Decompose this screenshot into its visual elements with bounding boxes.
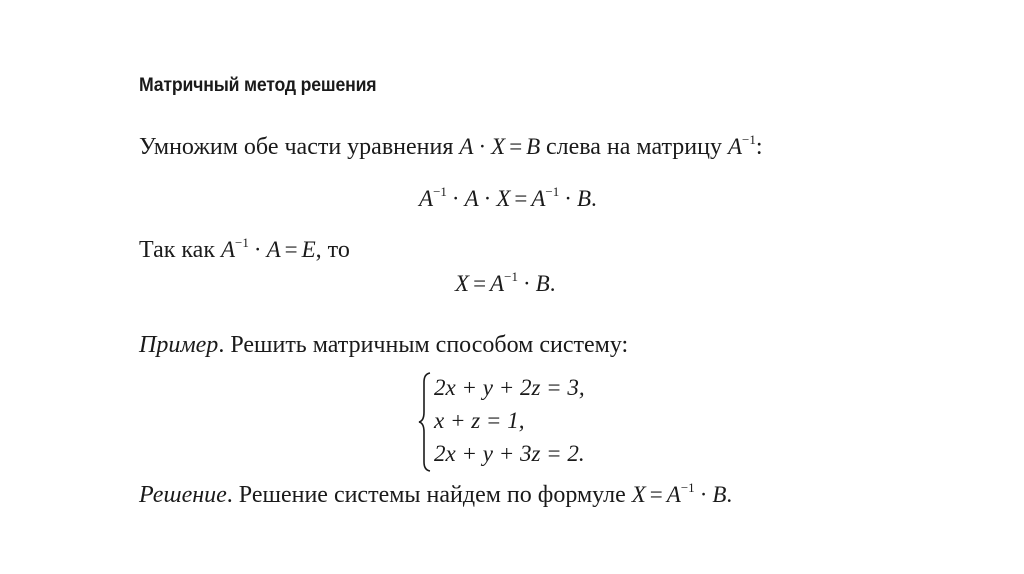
math-var-a: A [666, 482, 681, 507]
math-var-a: A [220, 237, 236, 262]
math-dot: · [522, 271, 531, 296]
math-var-x: X [631, 482, 646, 507]
math-exponent: −1 [235, 235, 249, 250]
equation-1 [419, 185, 597, 216]
period: . [726, 482, 733, 507]
math-dot: · [478, 134, 487, 159]
left-brace-icon [418, 372, 432, 472]
math-var-e: E [301, 237, 316, 262]
period: . [549, 271, 556, 296]
period: . [591, 186, 597, 211]
math-var-a: A [490, 271, 505, 296]
math-exponent: −1 [742, 132, 756, 147]
math-dot: · [699, 482, 708, 507]
math-equals: = [509, 134, 523, 159]
section-heading: Матричный метод решения [139, 75, 377, 96]
solution-sentence [139, 481, 732, 512]
math-var-b: B [576, 186, 591, 211]
math-var-a: A [531, 186, 546, 211]
math-var-a: A [727, 134, 743, 159]
math-exponent: −1 [680, 480, 695, 495]
math-var-a: A [459, 134, 474, 159]
math-exponent: −1 [433, 184, 447, 199]
example-sentence [139, 331, 628, 359]
math-var-a: A [266, 237, 281, 262]
math-var-x: X [496, 186, 511, 211]
since-sentence [139, 236, 350, 267]
solution-text: . Решение системы найдем по формуле [226, 482, 626, 508]
solution-formula [632, 482, 732, 507]
intro-sentence [139, 133, 763, 164]
math-dot: · [564, 186, 572, 211]
equation-2 [455, 270, 555, 301]
math-dot: · [483, 186, 492, 211]
math-equals: = [649, 482, 663, 507]
colon: : [755, 134, 763, 160]
identity-equation [221, 237, 316, 262]
math-var-x: X [455, 271, 470, 296]
math-var-b: B [712, 482, 727, 507]
since-text-after: , то [315, 237, 350, 263]
inverse-matrix [728, 134, 756, 159]
equation-ax-b [459, 134, 546, 159]
math-dot: · [253, 237, 262, 262]
example-label: Пример [139, 332, 219, 358]
since-text: Так как [139, 237, 215, 263]
equation-system [418, 372, 618, 472]
system-row-3: 2x + y + 3z = 2. [434, 441, 585, 466]
math-equals: = [284, 237, 298, 262]
math-exponent: −1 [504, 269, 518, 284]
math-dot: · [451, 186, 460, 211]
system-row-1: 2x + y + 2z = 3, [434, 375, 585, 400]
math-exponent: −1 [545, 184, 560, 199]
math-var-x: X [491, 134, 506, 159]
math-equals: = [514, 186, 528, 211]
example-text: . Решить матричным способом систему: [218, 332, 629, 358]
math-var-a: A [419, 186, 434, 211]
intro-text: Умножим обе части уравнения [139, 134, 454, 160]
math-equals: = [473, 271, 487, 296]
intro-text-middle: слева на матрицу [545, 134, 722, 160]
math-var-b: B [526, 134, 541, 159]
math-var-a: A [464, 186, 479, 211]
solution-label: Решение [139, 482, 227, 508]
math-var-b: B [535, 271, 550, 296]
system-row-2: x + z = 1, [434, 408, 525, 433]
